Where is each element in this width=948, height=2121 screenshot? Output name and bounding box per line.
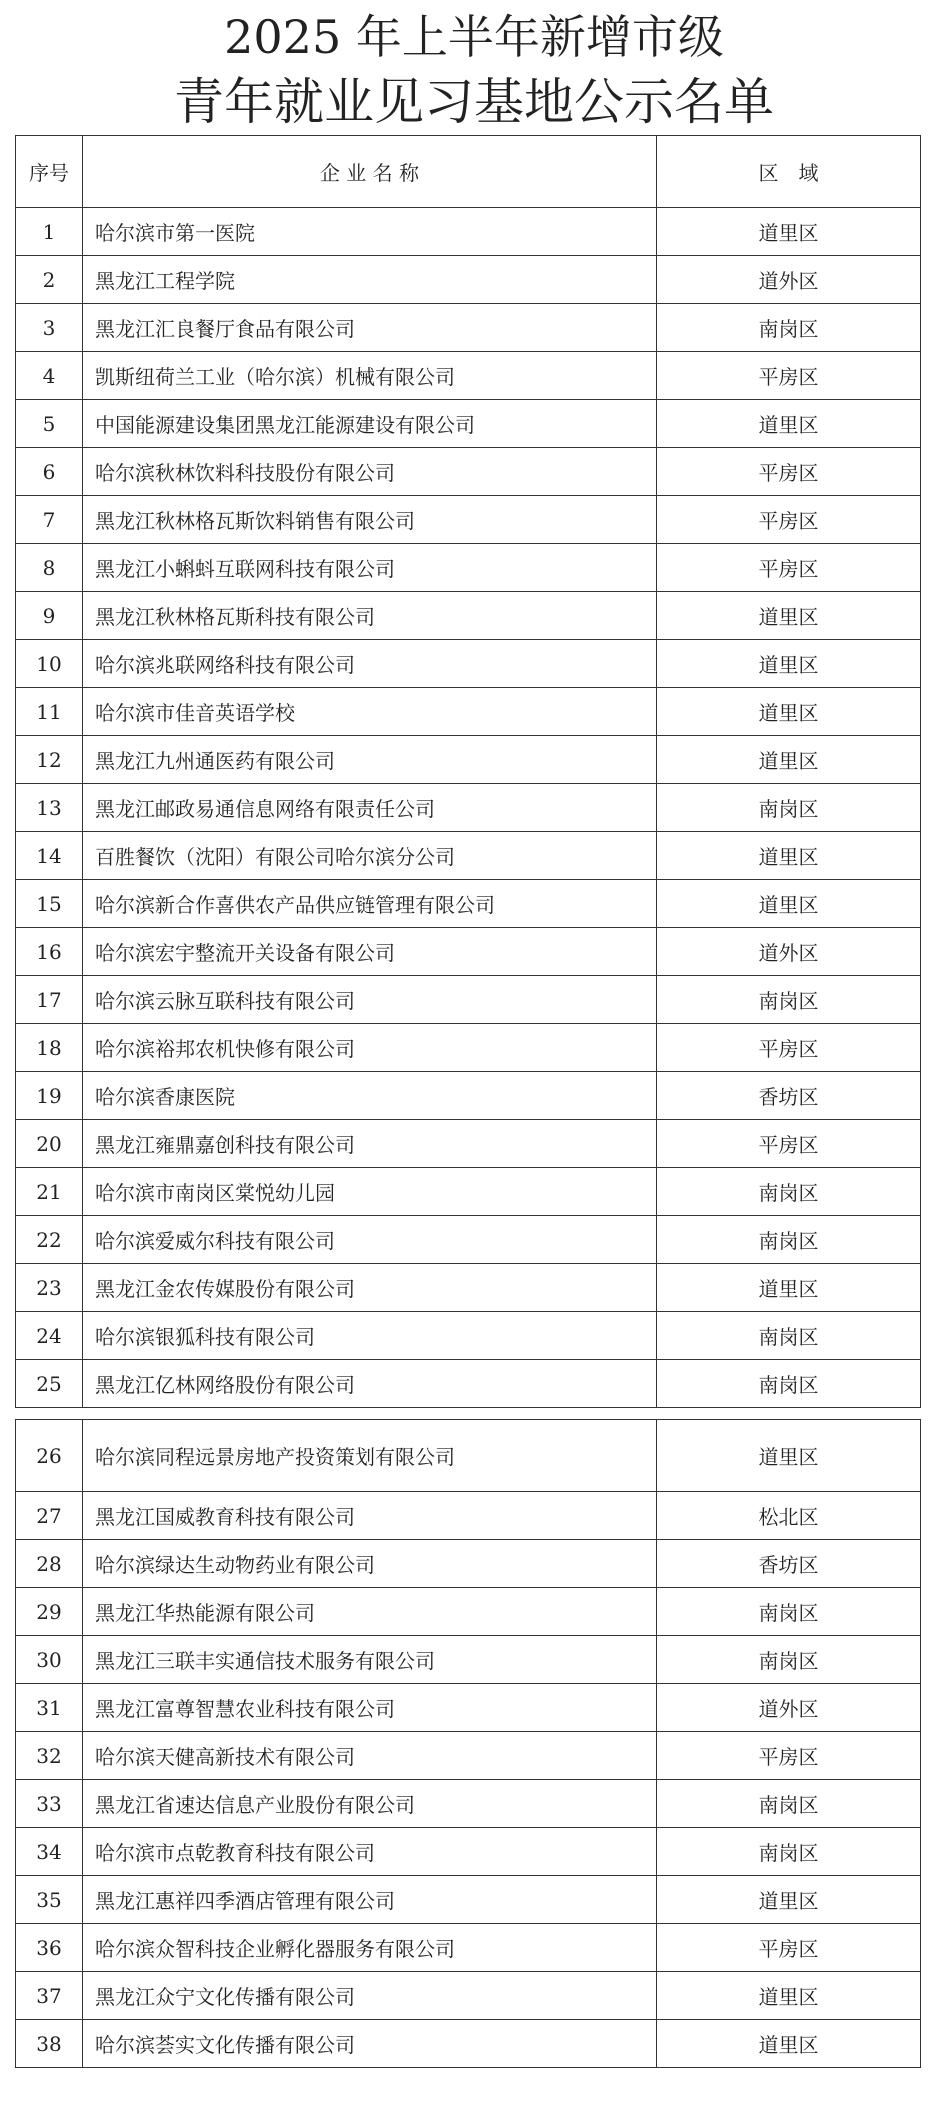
row-district: 道外区 [657,928,921,976]
row-enterprise-name: 哈尔滨市佳音英语学校 [83,688,657,736]
table-row [16,1780,921,1828]
table-row [16,1024,921,1072]
row-enterprise-name: 中国能源建设集团黑龙江能源建设有限公司 [83,400,657,448]
row-district: 南岗区 [657,1780,921,1828]
row-enterprise-name: 哈尔滨银狐科技有限公司 [83,1312,657,1360]
table-row [16,784,921,832]
row-serial-number: 14 [16,832,83,880]
row-serial-number: 36 [16,1924,83,1972]
header-serial-number: 序号 [16,136,83,208]
row-serial-number: 25 [16,1360,83,1408]
row-serial-number: 28 [16,1540,83,1588]
table-row [16,832,921,880]
row-district: 道里区 [657,2020,921,2068]
table-row [16,1216,921,1264]
header-enterprise-name: 企 业 名 称 [83,136,657,208]
row-district: 平房区 [657,1024,921,1072]
row-enterprise-name: 黑龙江雍鼎嘉创科技有限公司 [83,1120,657,1168]
row-serial-number: 23 [16,1264,83,1312]
row-enterprise-name: 黑龙江国威教育科技有限公司 [83,1492,657,1540]
row-district: 道外区 [657,1684,921,1732]
row-district: 道里区 [657,832,921,880]
row-district: 道里区 [657,736,921,784]
row-serial-number: 27 [16,1492,83,1540]
header-district: 区 域 [657,136,921,208]
table-row [16,544,921,592]
row-enterprise-name: 哈尔滨香康医院 [83,1072,657,1120]
row-district: 平房区 [657,448,921,496]
row-district: 道里区 [657,400,921,448]
row-serial-number: 2 [16,256,83,304]
row-district: 南岗区 [657,1636,921,1684]
row-serial-number: 7 [16,496,83,544]
row-district: 道里区 [657,592,921,640]
row-serial-number: 11 [16,688,83,736]
row-serial-number: 17 [16,976,83,1024]
row-serial-number: 35 [16,1876,83,1924]
row-district: 道里区 [657,1264,921,1312]
table-row [16,256,921,304]
table-row [16,208,921,256]
row-district: 松北区 [657,1492,921,1540]
row-district: 道里区 [657,1972,921,2020]
row-district: 道外区 [657,256,921,304]
row-district: 道里区 [657,640,921,688]
table-row [16,1492,921,1540]
row-serial-number: 10 [16,640,83,688]
row-district: 道里区 [657,880,921,928]
table-row [16,1264,921,1312]
row-serial-number: 3 [16,304,83,352]
row-serial-number: 38 [16,2020,83,2068]
table-row [16,2020,921,2068]
row-enterprise-name: 凯斯纽荷兰工业（哈尔滨）机械有限公司 [83,352,657,400]
row-serial-number: 6 [16,448,83,496]
row-enterprise-name: 哈尔滨秋林饮料科技股份有限公司 [83,448,657,496]
row-enterprise-name: 黑龙江九州通医药有限公司 [83,736,657,784]
row-enterprise-name: 哈尔滨兆联网络科技有限公司 [83,640,657,688]
table-row [16,1312,921,1360]
row-serial-number: 21 [16,1168,83,1216]
row-serial-number: 12 [16,736,83,784]
row-serial-number: 16 [16,928,83,976]
row-serial-number: 8 [16,544,83,592]
row-serial-number: 13 [16,784,83,832]
row-serial-number: 19 [16,1072,83,1120]
row-enterprise-name: 黑龙江汇良餐厅食品有限公司 [83,304,657,352]
row-enterprise-name: 哈尔滨新合作喜供农产品供应链管理有限公司 [83,880,657,928]
row-district: 道里区 [657,1876,921,1924]
row-district: 南岗区 [657,1216,921,1264]
row-serial-number: 22 [16,1216,83,1264]
table-row [16,1828,921,1876]
row-enterprise-name: 哈尔滨天健高新技术有限公司 [83,1732,657,1780]
row-district: 南岗区 [657,1312,921,1360]
row-serial-number: 15 [16,880,83,928]
row-serial-number: 5 [16,400,83,448]
table-row [16,976,921,1024]
page-title-line2: 青年就业见习基地公示名单 [174,73,774,131]
row-district: 南岗区 [657,976,921,1024]
row-enterprise-name: 黑龙江众宁文化传播有限公司 [83,1972,657,2020]
row-enterprise-name: 哈尔滨宏宇整流开关设备有限公司 [83,928,657,976]
row-enterprise-name: 哈尔滨绿达生动物药业有限公司 [83,1540,657,1588]
table-row [16,496,921,544]
row-enterprise-name: 黑龙江秋林格瓦斯科技有限公司 [83,592,657,640]
row-enterprise-name: 黑龙江省速达信息产业股份有限公司 [83,1780,657,1828]
row-district: 道里区 [657,208,921,256]
row-serial-number: 37 [16,1972,83,2020]
row-enterprise-name: 哈尔滨云脉互联科技有限公司 [83,976,657,1024]
row-serial-number: 30 [16,1636,83,1684]
row-serial-number: 24 [16,1312,83,1360]
row-district: 平房区 [657,496,921,544]
table-row [16,736,921,784]
enterprise-table-part2 [15,1419,921,2068]
row-serial-number: 32 [16,1732,83,1780]
table-row [16,1924,921,1972]
table-row [16,1732,921,1780]
row-serial-number: 4 [16,352,83,400]
row-enterprise-name: 哈尔滨同程远景房地产投资策划有限公司 [83,1420,657,1492]
enterprise-table-part1 [15,135,921,1408]
row-district: 南岗区 [657,784,921,832]
row-enterprise-name: 哈尔滨裕邦农机快修有限公司 [83,1024,657,1072]
row-district: 平房区 [657,1732,921,1780]
table-row [16,640,921,688]
row-serial-number: 20 [16,1120,83,1168]
table-row [16,928,921,976]
table-row [16,1072,921,1120]
table-row [16,1168,921,1216]
row-serial-number: 29 [16,1588,83,1636]
row-district: 道里区 [657,688,921,736]
row-enterprise-name: 哈尔滨市点乾教育科技有限公司 [83,1828,657,1876]
row-enterprise-name: 哈尔滨爱威尔科技有限公司 [83,1216,657,1264]
row-enterprise-name: 哈尔滨众智科技企业孵化器服务有限公司 [83,1924,657,1972]
row-serial-number: 9 [16,592,83,640]
row-district: 南岗区 [657,1360,921,1408]
row-enterprise-name: 黑龙江秋林格瓦斯饮料销售有限公司 [83,496,657,544]
row-district: 香坊区 [657,1540,921,1588]
table-row [16,1684,921,1732]
row-enterprise-name: 哈尔滨市南岗区棠悦幼儿园 [83,1168,657,1216]
row-enterprise-name: 黑龙江小蝌蚪互联网科技有限公司 [83,544,657,592]
table-row [16,1636,921,1684]
table-row [16,448,921,496]
row-district: 南岗区 [657,1588,921,1636]
table-row [16,304,921,352]
row-district: 南岗区 [657,1168,921,1216]
row-serial-number: 33 [16,1780,83,1828]
row-district: 南岗区 [657,304,921,352]
row-district: 南岗区 [657,1828,921,1876]
table-row [16,1876,921,1924]
table-row [16,1588,921,1636]
table-row [16,592,921,640]
table-row [16,1120,921,1168]
table-header-row [16,136,921,208]
table-row [16,880,921,928]
page-title-line1: 2025 年上半年新增市级 [224,10,724,64]
row-serial-number: 26 [16,1420,83,1492]
row-enterprise-name: 哈尔滨市第一医院 [83,208,657,256]
row-enterprise-name: 黑龙江富尊智慧农业科技有限公司 [83,1684,657,1732]
row-enterprise-name: 黑龙江三联丰实通信技术服务有限公司 [83,1636,657,1684]
row-district: 平房区 [657,544,921,592]
row-district: 香坊区 [657,1072,921,1120]
table-row [16,1420,921,1492]
row-enterprise-name: 黑龙江亿林网络股份有限公司 [83,1360,657,1408]
row-enterprise-name: 黑龙江邮政易通信息网络有限责任公司 [83,784,657,832]
row-district: 平房区 [657,1120,921,1168]
row-enterprise-name: 黑龙江华热能源有限公司 [83,1588,657,1636]
table-row [16,400,921,448]
table-row [16,1540,921,1588]
row-serial-number: 1 [16,208,83,256]
row-enterprise-name: 黑龙江工程学院 [83,256,657,304]
row-enterprise-name: 哈尔滨荟实文化传播有限公司 [83,2020,657,2068]
row-serial-number: 34 [16,1828,83,1876]
row-enterprise-name: 百胜餐饮（沈阳）有限公司哈尔滨分公司 [83,832,657,880]
table-row [16,1360,921,1408]
row-district: 平房区 [657,352,921,400]
table-row [16,1972,921,2020]
row-district: 道里区 [657,1420,921,1492]
row-enterprise-name: 黑龙江金农传媒股份有限公司 [83,1264,657,1312]
row-district: 平房区 [657,1924,921,1972]
row-serial-number: 31 [16,1684,83,1732]
row-serial-number: 18 [16,1024,83,1072]
table-row [16,352,921,400]
table-row [16,688,921,736]
row-enterprise-name: 黑龙江惠祥四季酒店管理有限公司 [83,1876,657,1924]
